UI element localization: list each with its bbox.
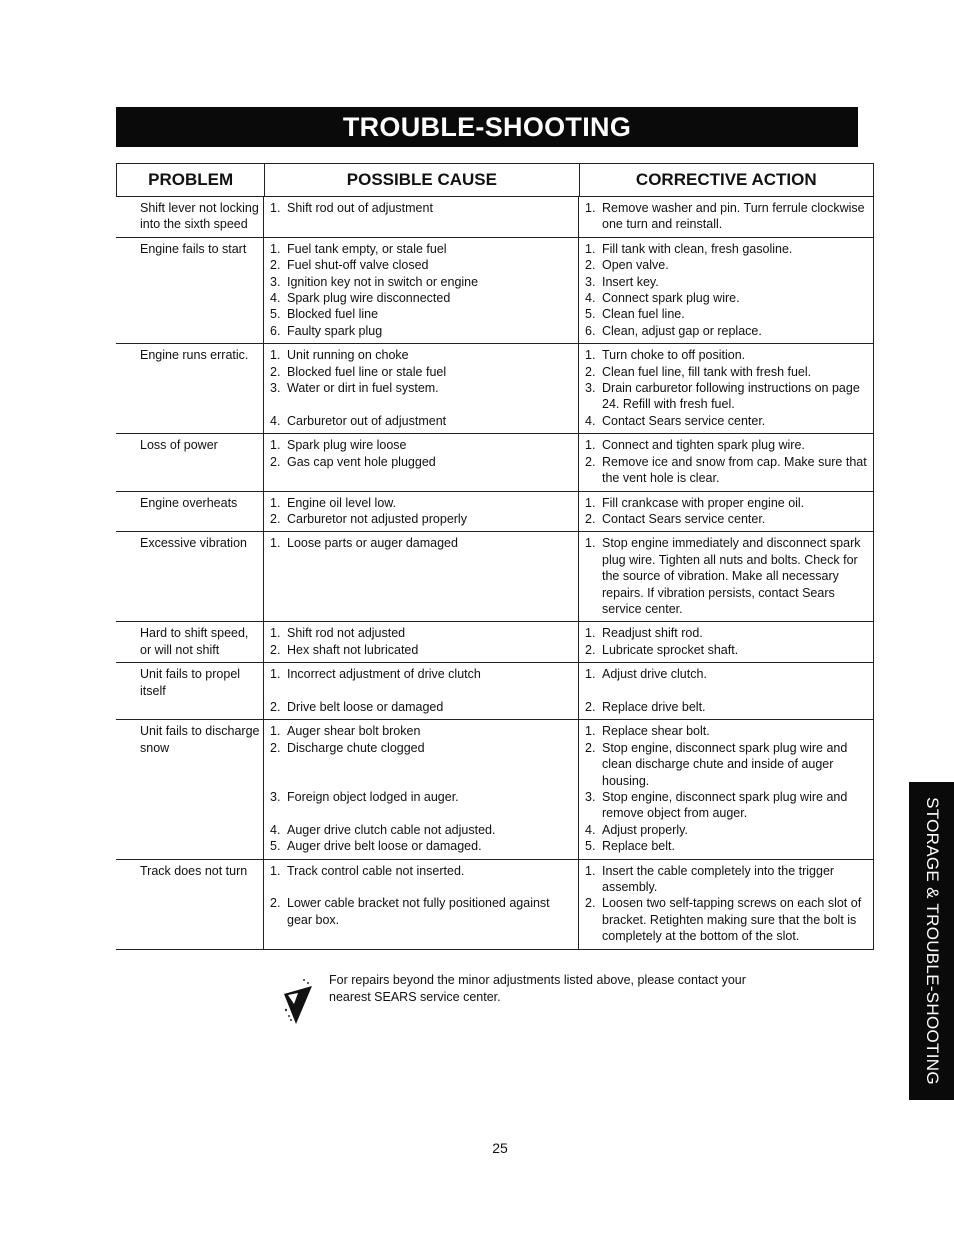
action-item <box>585 380 869 413</box>
action-cell <box>579 663 874 719</box>
cause-number: 1. <box>270 626 281 641</box>
action-number: 2. <box>585 454 596 469</box>
section-side-tab <box>909 782 954 1100</box>
spacer <box>585 683 869 699</box>
action-item <box>585 863 869 896</box>
cause-number: 1. <box>270 724 281 739</box>
table-row <box>116 197 874 238</box>
cause-number: 5. <box>270 839 281 854</box>
cause-number: 2. <box>270 258 281 273</box>
cause-cell <box>264 663 579 719</box>
action-cell <box>579 492 874 532</box>
cause-item <box>270 666 574 682</box>
action-text: Replace shear bolt. <box>602 724 710 739</box>
action-number: 5. <box>585 307 596 322</box>
problem-cell: Engine runs erratic. <box>116 344 264 433</box>
action-item <box>585 257 869 273</box>
action-text: Connect spark plug wire. <box>602 291 740 306</box>
cause-item <box>270 290 574 306</box>
cause-text: Water or dirt in fuel system. <box>287 381 439 396</box>
action-number: 1. <box>585 201 596 215</box>
action-item <box>585 495 869 511</box>
action-text: Loosen two self-tapping screws on each slot of bracket. Retighten making sure that the bolt is completely at the bottom of the slot. <box>602 896 862 944</box>
cause-number: 3. <box>270 274 281 289</box>
action-item <box>585 306 869 322</box>
cause-cell <box>264 622 579 662</box>
spacer <box>270 805 574 821</box>
action-cell <box>579 622 874 662</box>
cause-item <box>270 740 574 756</box>
action-text: Replace drive belt. <box>602 699 706 714</box>
action-text: Stop engine, disconnect spark plug wire and remove object from auger. <box>602 789 848 821</box>
cause-text: Shift rod not adjusted <box>287 626 406 641</box>
cause-number: 2. <box>270 740 281 755</box>
cause-cell <box>264 532 579 621</box>
action-item <box>585 323 869 339</box>
action-number: 3. <box>585 381 596 396</box>
action-text: Fill tank with clean, fresh gasoline. <box>602 241 793 256</box>
action-item <box>585 290 869 306</box>
table-row <box>116 860 874 949</box>
header-problem: PROBLEM <box>116 164 265 196</box>
cause-number: 1. <box>270 863 281 878</box>
action-item <box>585 625 869 641</box>
action-text: Turn choke to off position. <box>602 348 746 363</box>
table-row <box>116 434 874 491</box>
action-text: Connect and tighten spark plug wire. <box>602 438 805 453</box>
cause-number: 6. <box>270 323 281 338</box>
cause-item <box>270 241 574 257</box>
problem-cell: Shift lever not locking into the sixth speed <box>116 197 264 237</box>
action-number: 1. <box>585 438 596 453</box>
action-item <box>585 437 869 453</box>
cause-number: 1. <box>270 241 281 256</box>
problem-cell: Excessive vibration <box>116 532 264 621</box>
header-corrective-action: CORRECTIVE ACTION <box>580 164 874 196</box>
table-row <box>116 238 874 344</box>
action-number: 1. <box>585 536 596 551</box>
action-cell <box>579 197 874 237</box>
cause-cell <box>264 434 579 490</box>
cause-text: Discharge chute clogged <box>287 740 425 755</box>
action-number: 2. <box>585 699 596 714</box>
cause-number: 4. <box>270 822 281 837</box>
cause-item <box>270 306 574 322</box>
cause-item <box>270 822 574 838</box>
table-body <box>116 197 874 949</box>
action-text: Stop engine, disconnect spark plug wire and clean discharge chute and inside of auger housing. <box>602 740 848 788</box>
problem-cell: Loss of power <box>116 434 264 490</box>
cause-item <box>270 364 574 380</box>
cause-cell <box>264 238 579 343</box>
action-text: Adjust drive clutch. <box>602 667 707 682</box>
cause-item <box>270 723 574 739</box>
cause-number: 4. <box>270 291 281 306</box>
action-item <box>585 347 869 363</box>
action-item <box>585 274 869 290</box>
cause-cell <box>264 197 579 237</box>
action-number: 4. <box>585 291 596 306</box>
table-row <box>116 492 874 533</box>
action-text: Insert key. <box>602 274 659 289</box>
action-text: Contact Sears service center. <box>602 413 766 428</box>
cause-text: Lower cable bracket not fully positioned against gear box. <box>287 896 550 927</box>
action-number: 2. <box>585 511 596 526</box>
spacer <box>270 396 574 412</box>
problem-cell: Engine fails to start <box>116 238 264 343</box>
action-text: Remove washer and pin. Turn ferrule clockwise one turn and reinstall. <box>602 201 865 232</box>
action-number: 2. <box>585 642 596 657</box>
action-item <box>585 511 869 527</box>
cause-number: 1. <box>270 536 281 551</box>
action-item <box>585 200 869 233</box>
action-item <box>585 535 869 617</box>
action-text: Replace belt. <box>602 839 675 854</box>
cause-number: 2. <box>270 699 281 714</box>
cause-number: 2. <box>270 511 281 526</box>
action-number: 2. <box>585 740 596 755</box>
cause-text: Hex shaft not lubricated <box>287 642 419 657</box>
cause-text: Carburetor not adjusted properly <box>287 511 467 526</box>
cause-item <box>270 789 574 805</box>
cause-text: Engine oil level low. <box>287 495 397 510</box>
problem-cell: Hard to shift speed, or will not shift <box>116 622 264 662</box>
repair-note-text: For repairs beyond the minor adjustments listed above, please contact your nearest SEARS service center. <box>329 973 746 1004</box>
action-text: Stop engine immediately and disconnect spark plug wire. Tighten all nuts and bolts. Check for the source of vibration. Make all necessary repairs. If vibration persists, contact Sears service center. <box>602 536 861 616</box>
problem-cell: Unit fails to discharge snow <box>116 720 264 858</box>
action-text: Fill crankcase with proper engine oil. <box>602 495 805 510</box>
spacer <box>270 756 574 789</box>
table-row <box>116 622 874 663</box>
side-tab-label: STORAGE & TROUBLE-SHOOTING <box>922 797 942 1085</box>
cause-item <box>270 257 574 273</box>
table-row <box>116 532 874 622</box>
cause-text: Unit running on choke <box>287 348 409 363</box>
action-text: Clean fuel line. <box>602 307 685 322</box>
cause-number: 4. <box>270 413 281 428</box>
cause-number: 3. <box>270 381 281 396</box>
action-text: Adjust properly. <box>602 822 688 837</box>
action-number: 2. <box>585 258 596 273</box>
problem-cell: Unit fails to propel itself <box>116 663 264 719</box>
cause-text: Gas cap vent hole plugged <box>287 454 436 469</box>
action-number: 1. <box>585 495 596 510</box>
table-row <box>116 720 874 859</box>
action-number: 4. <box>585 413 596 428</box>
cause-text: Drive belt loose or damaged <box>287 699 444 714</box>
action-number: 1. <box>585 626 596 641</box>
problem-cell: Engine overheats <box>116 492 264 532</box>
page-title: TROUBLE-SHOOTING <box>116 107 858 147</box>
action-number: 5. <box>585 839 596 854</box>
action-cell <box>579 720 874 858</box>
action-number: 1. <box>585 724 596 739</box>
cause-number: 5. <box>270 307 281 322</box>
cause-text: Fuel shut-off valve closed <box>287 258 429 273</box>
cause-number: 1. <box>270 438 281 453</box>
action-item <box>585 838 869 854</box>
cause-text: Blocked fuel line <box>287 307 379 322</box>
table-row <box>116 344 874 434</box>
action-number: 1. <box>585 241 596 256</box>
action-item <box>585 740 869 789</box>
problem-cell: Track does not turn <box>116 860 264 949</box>
cause-text: Ignition key not in switch or engine <box>287 274 479 289</box>
cause-text: Fuel tank empty, or stale fuel <box>287 241 447 256</box>
action-cell <box>579 860 874 949</box>
cause-item <box>270 347 574 363</box>
cause-item <box>270 699 574 715</box>
action-text: Clean, adjust gap or replace. <box>602 323 762 338</box>
action-number: 1. <box>585 348 596 363</box>
cause-text: Carburetor out of adjustment <box>287 413 447 428</box>
cause-number: 1. <box>270 348 281 363</box>
action-number: 3. <box>585 274 596 289</box>
action-text: Lubricate sprocket shaft. <box>602 642 739 657</box>
cause-cell <box>264 860 579 949</box>
cause-number: 2. <box>270 454 281 469</box>
action-number: 4. <box>585 822 596 837</box>
cause-item <box>270 413 574 429</box>
cause-number: 2. <box>270 896 281 911</box>
action-cell <box>579 434 874 490</box>
action-number: 3. <box>585 789 596 804</box>
action-text: Readjust shift rod. <box>602 626 703 641</box>
cause-item <box>270 642 574 658</box>
action-number: 2. <box>585 896 596 911</box>
troubleshooting-table <box>116 163 874 950</box>
action-text: Contact Sears service center. <box>602 511 766 526</box>
cause-number: 3. <box>270 789 281 804</box>
cause-item <box>270 274 574 290</box>
cause-cell <box>264 344 579 433</box>
spacer <box>270 683 574 699</box>
action-item <box>585 241 869 257</box>
cause-text: Foreign object lodged in auger. <box>287 789 459 804</box>
cause-item <box>270 838 574 854</box>
cause-item <box>270 495 574 511</box>
cause-number: 1. <box>270 667 281 682</box>
cause-text: Track control cable not inserted. <box>287 863 465 878</box>
action-number: 1. <box>585 863 596 878</box>
action-text: Drain carburetor following instructions on page 24. Refill with fresh fuel. <box>602 381 860 412</box>
cause-text: Faulty spark plug <box>287 323 383 338</box>
action-item <box>585 642 869 658</box>
action-number: 2. <box>585 364 596 379</box>
action-cell <box>579 344 874 433</box>
cause-item <box>270 895 574 928</box>
cause-item <box>270 323 574 339</box>
cause-number: 1. <box>270 495 281 510</box>
action-text: Open valve. <box>602 258 669 273</box>
action-number: 1. <box>585 667 596 682</box>
cause-cell <box>264 492 579 532</box>
cause-text: Incorrect adjustment of drive clutch <box>287 667 481 682</box>
action-item <box>585 413 869 429</box>
cause-item <box>270 535 574 551</box>
action-item <box>585 723 869 739</box>
action-item <box>585 822 869 838</box>
header-possible-cause: POSSIBLE CAUSE <box>265 164 579 196</box>
cause-text: Auger drive clutch cable not adjusted. <box>287 822 496 837</box>
action-text: Insert the cable completely into the trigger assembly. <box>602 863 835 895</box>
spacer <box>270 879 574 895</box>
cause-item <box>270 200 574 216</box>
cause-text: Spark plug wire loose <box>287 438 407 453</box>
action-item <box>585 666 869 682</box>
cause-item <box>270 625 574 641</box>
action-item <box>585 364 869 380</box>
action-item <box>585 895 869 944</box>
cause-item <box>270 863 574 879</box>
cause-number: 2. <box>270 364 281 379</box>
cause-item <box>270 437 574 453</box>
action-cell <box>579 238 874 343</box>
cause-item <box>270 454 574 470</box>
cause-text: Loose parts or auger damaged <box>287 536 458 551</box>
action-text: Clean fuel line, fill tank with fresh fuel. <box>602 364 812 379</box>
cause-text: Spark plug wire disconnected <box>287 291 451 306</box>
action-cell <box>579 532 874 621</box>
cause-number: 2. <box>270 642 281 657</box>
cause-text: Auger shear bolt broken <box>287 724 421 739</box>
table-header <box>116 164 874 197</box>
action-item <box>585 789 869 822</box>
action-text: Remove ice and snow from cap. Make sure that the vent hole is clear. <box>602 454 867 486</box>
action-number: 6. <box>585 323 596 338</box>
action-item <box>585 454 869 487</box>
page-number: 25 <box>492 1140 508 1156</box>
cause-number: 1. <box>270 201 281 215</box>
cause-text: Auger drive belt loose or damaged. <box>287 839 482 854</box>
cause-item <box>270 511 574 527</box>
cause-cell <box>264 720 579 858</box>
action-item <box>585 699 869 715</box>
cause-text: Blocked fuel line or stale fuel <box>287 364 447 379</box>
table-row <box>116 663 874 720</box>
cause-text: Shift rod out of adjustment <box>287 201 433 215</box>
wrench-icon <box>282 976 322 1026</box>
cause-item <box>270 380 574 396</box>
